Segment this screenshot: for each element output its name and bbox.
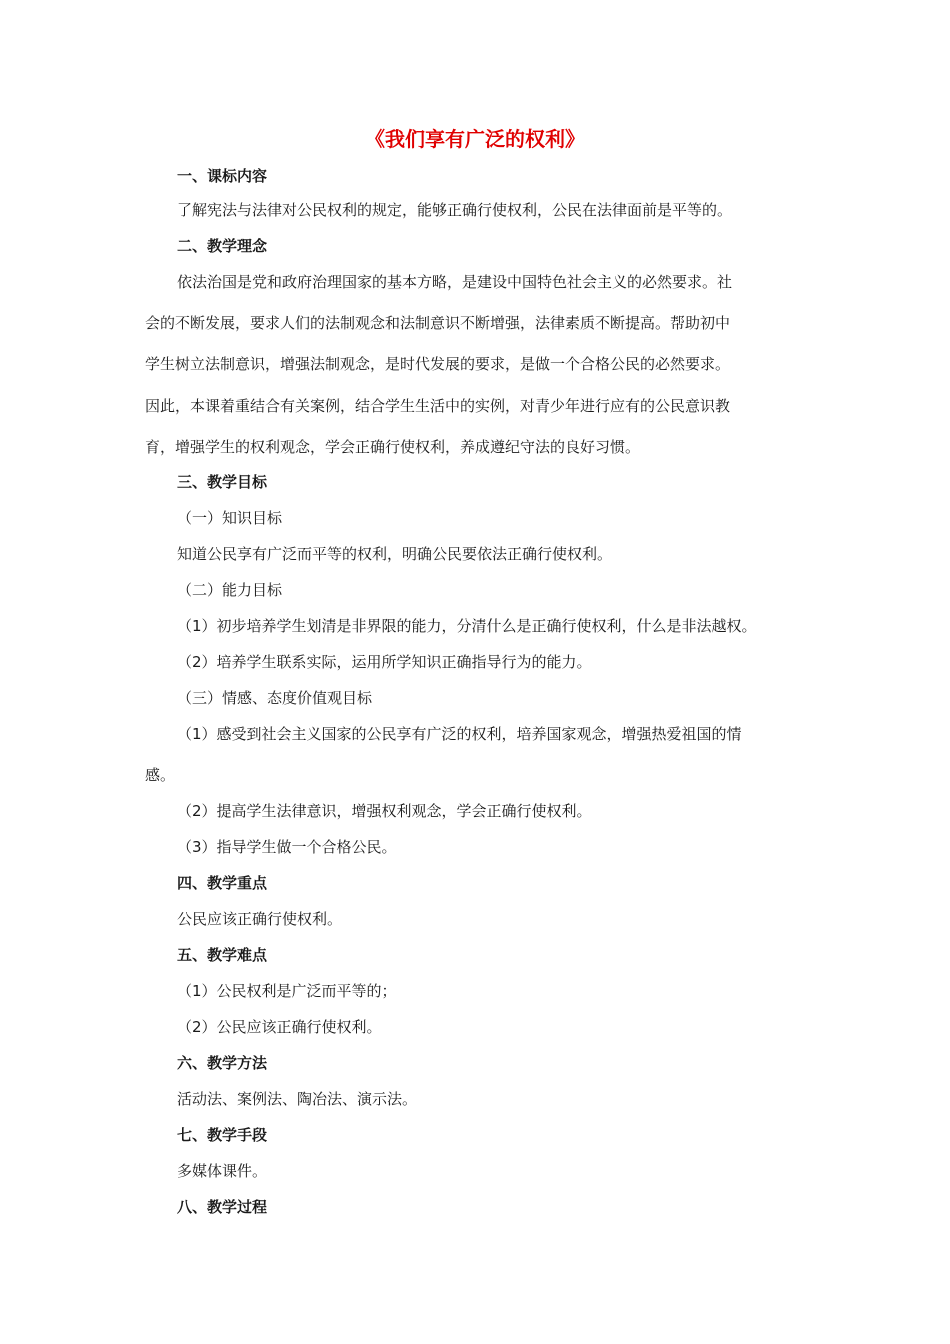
paragraph-line: 会的不断发展，要求人们的法制观念和法制意识不断增强，法律素质不断提高。帮助初中 xyxy=(145,314,731,332)
paragraph-line: 因此，本课着重结合有关案例，结合学生生活中的实例，对青少年进行应有的公民意识教 xyxy=(145,397,731,415)
subheading-knowledge: （一）知识目标 xyxy=(177,509,283,527)
section-heading-curriculum: 一、课标内容 xyxy=(177,167,268,185)
section-heading-process: 八、教学过程 xyxy=(177,1198,268,1216)
list-item: （1）公民权利是广泛而平等的； xyxy=(177,982,397,1000)
list-item: （3）指导学生做一个合格公民。 xyxy=(177,838,397,856)
paragraph-line: 感。 xyxy=(145,766,176,784)
paragraph-line: 活动法、案例法、陶冶法、演示法。 xyxy=(177,1090,418,1108)
document-title: 《我们享有广泛的权利》 xyxy=(365,127,585,151)
section-heading-difficulty: 五、教学难点 xyxy=(177,946,268,964)
list-item: （1）初步培养学生划清是非界限的能力，分清什么是正确行使权利，什么是非法越权。 xyxy=(177,617,757,635)
paragraph-line: 学生树立法制意识，增强法制观念，是时代发展的要求，是做一个合格公民的必然要求。 xyxy=(145,355,731,373)
list-item: （2）培养学生联系实际，运用所学知识正确指导行为的能力。 xyxy=(177,653,592,671)
paragraph-line: 依法治国是党和政府治理国家的基本方略，是建设中国特色社会主义的必然要求。社 xyxy=(177,273,733,291)
subheading-emotion: （三）情感、态度价值观目标 xyxy=(177,689,373,707)
list-item: （2）公民应该正确行使权利。 xyxy=(177,1018,382,1036)
subheading-ability: （二）能力目标 xyxy=(177,581,283,599)
section-heading-objectives: 三、教学目标 xyxy=(177,473,268,491)
paragraph-line: 多媒体课件。 xyxy=(177,1162,268,1180)
section-heading-key-point: 四、教学重点 xyxy=(177,874,268,892)
section-heading-philosophy: 二、教学理念 xyxy=(177,237,268,255)
section-heading-method: 六、教学方法 xyxy=(177,1054,268,1072)
paragraph-line: 知道公民享有广泛而平等的权利，明确公民要依法正确行使权利。 xyxy=(177,545,613,563)
paragraph-line: 育，增强学生的权利观念，学会正确行使权利，养成遵纪守法的良好习惯。 xyxy=(145,438,641,456)
list-item: （1）感受到社会主义国家的公民享有广泛的权利，培养国家观念，增强热爱祖国的情 xyxy=(177,725,742,743)
paragraph-line: 公民应该正确行使权利。 xyxy=(177,910,343,928)
list-item: （2）提高学生法律意识，增强权利观念，学会正确行使权利。 xyxy=(177,802,592,820)
paragraph-line: 了解宪法与法律对公民权利的规定，能够正确行使权利，公民在法律面前是平等的。 xyxy=(177,201,733,219)
section-heading-means: 七、教学手段 xyxy=(177,1126,268,1144)
